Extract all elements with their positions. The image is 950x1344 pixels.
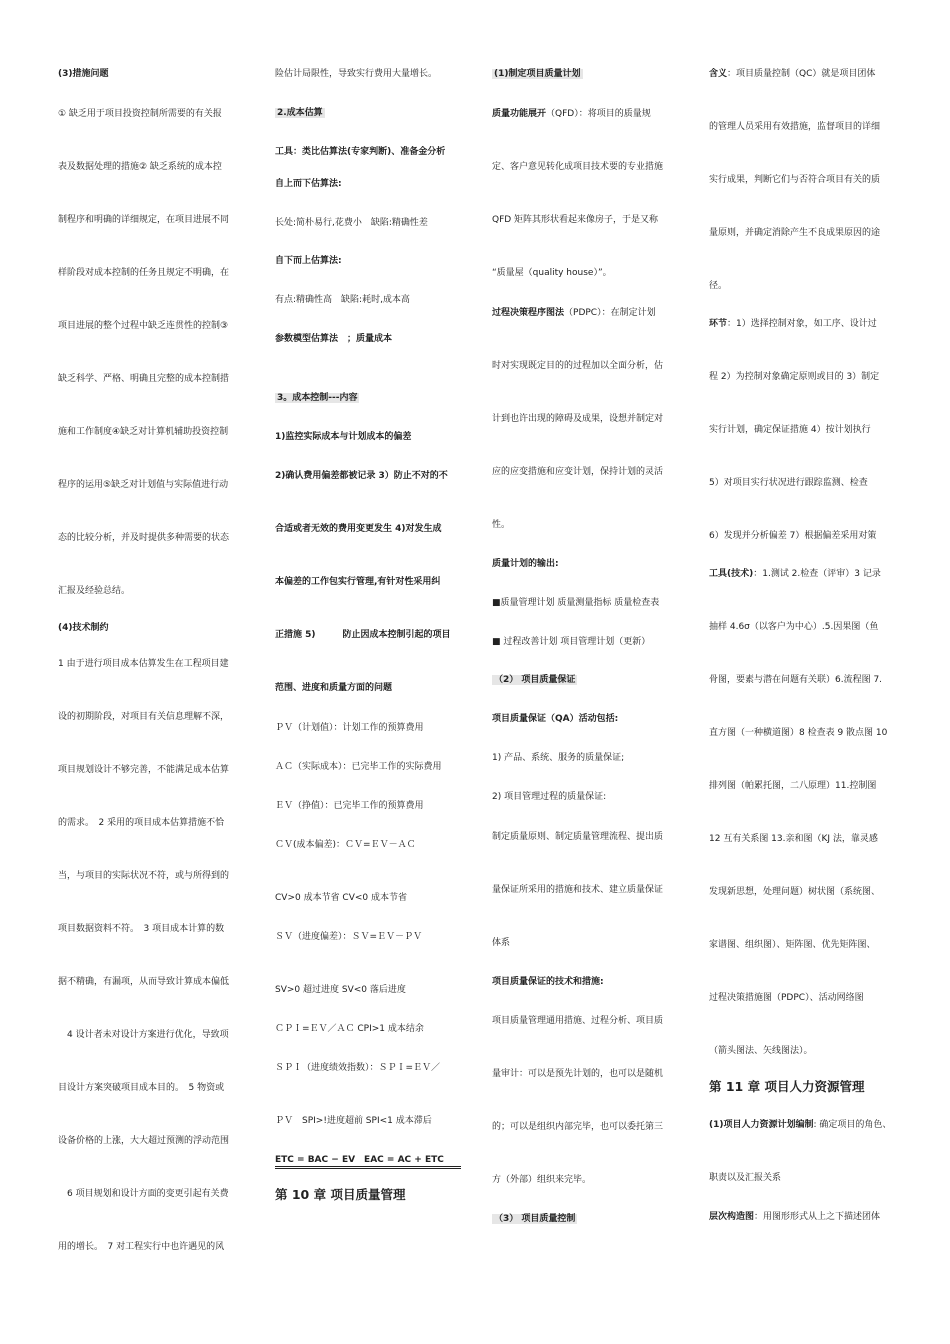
text-line: 险估计局限性，导致实行费用大量增长。 bbox=[275, 69, 438, 79]
text-line: 排列图（帕累托图，二八原理）11.控制图 bbox=[709, 781, 877, 791]
text-line: “质量屋（quality house）”。 bbox=[492, 268, 612, 278]
term-label: 工具(技术) bbox=[709, 569, 754, 579]
text-line: 程序的运用⑤缺乏对计划值与实际值进行动 bbox=[58, 480, 229, 490]
text-line bbox=[492, 108, 678, 120]
term-label: 过程决策程序图法 bbox=[492, 308, 565, 318]
text-line: ① 缺乏用于项目投资控制所需要的有关报 bbox=[58, 109, 222, 119]
bold-line: 正措施 5) 防止因成本控制引起的项目 bbox=[275, 630, 451, 640]
text-line: 制定质量原则、制定质量管理流程、提出质 bbox=[492, 832, 664, 842]
text-line: 用的增长。 7 对工程实行中也许遇见的风 bbox=[58, 1242, 225, 1252]
bold-line: ETC = BAC − EV EAC = AC + ETC bbox=[275, 1154, 461, 1169]
text-line: （箭头图法、矢线图法）。 bbox=[709, 1046, 813, 1056]
bold-line: 本偏差的工作包实行管理,有针对性采用纠 bbox=[275, 577, 441, 587]
chapter-title: 第 10 章 项目质量管理 bbox=[275, 1187, 406, 1202]
column-1 bbox=[58, 68, 244, 1253]
text-line: 骨图，要素与潜在问题有关联）6.流程图 7. bbox=[709, 675, 883, 685]
chapter-title: 第 11 章 项目人力资源管理 bbox=[709, 1079, 865, 1094]
bold-line: 2)确认费用偏差都被记录 3）防止不对的不 bbox=[275, 471, 448, 481]
text-line bbox=[709, 318, 895, 330]
section-heading-text: 2.成本估算 bbox=[277, 108, 323, 118]
text-line bbox=[709, 568, 895, 580]
term-definition: ：1）选择控制对象，如工序、设计过 bbox=[727, 319, 877, 329]
text-line: 制程序和明确的详细规定，在项目进展不同 bbox=[58, 215, 230, 225]
column-4 bbox=[709, 68, 895, 1223]
text-line: 项目数据资料不符。 3 项目成本计算的数 bbox=[58, 924, 225, 934]
bold-line: 质量计划的输出: bbox=[492, 559, 559, 569]
text-line: 项目进展的整个过程中缺乏连贯性的控制③ bbox=[58, 321, 229, 331]
text-line: 量保证所采用的措施和技术、建立质量保证 bbox=[492, 885, 664, 895]
text-line: 计到也许出现的障碍及成果，设想并制定对 bbox=[492, 414, 664, 424]
text-line: 过程决策措施图（PDPC）、活动网络图 bbox=[709, 993, 864, 1003]
text-line: ■质量管理计划 质量测量指标 质量检查表 bbox=[492, 598, 660, 608]
text-line: 发现新思想，处理问题）树状图（系统图、 bbox=[709, 887, 881, 897]
bold-line: 范围、进度和质量方面的问题 bbox=[275, 683, 393, 693]
term-label: 环节 bbox=[709, 319, 728, 329]
text-line: 12 互有关系图 13.亲和图（KJ 法，靠灵感 bbox=[709, 834, 878, 844]
text-line: 有点:精确性高 缺陷:耗时,成本高 bbox=[275, 295, 410, 305]
section-heading bbox=[275, 107, 461, 119]
term-definition: ：项目质量控制（QC）就是项目团体 bbox=[727, 69, 876, 79]
section-heading-text: （2） 项目质量保证 bbox=[494, 675, 576, 685]
section-heading bbox=[492, 674, 678, 686]
text-line: 量审计：可以是预先计划的，也可以是随机 bbox=[492, 1069, 664, 1079]
section-heading bbox=[492, 68, 678, 80]
text-line: 定、客户意见转化成项目技术要的专业措施 bbox=[492, 162, 664, 172]
term-definition: （QFD）：将项目的质量规 bbox=[546, 109, 651, 119]
bold-line: 工具：类比估算法(专家判断)、准备金分析 bbox=[275, 147, 446, 157]
text-line: 职责以及汇报关系 bbox=[709, 1173, 782, 1183]
text-line: 施和工作制度④缺乏对计算机辅助投资控制 bbox=[58, 427, 229, 437]
term-label: 含义 bbox=[709, 69, 728, 79]
bold-line: 自上而下估算法: bbox=[275, 179, 342, 189]
text-line: 态的比较分析，并及时提供多种需要的状态 bbox=[58, 533, 230, 543]
text-line: 体系 bbox=[492, 938, 511, 948]
term-definition: ：用图形形式从上之下描述团体 bbox=[754, 1212, 881, 1222]
bold-line: 1)监控实际成本与计划成本的偏差 bbox=[275, 432, 412, 442]
section-heading bbox=[275, 392, 461, 404]
text-line: ＡＣ（实际成本）：已完毕工作的实际费用 bbox=[275, 762, 442, 772]
text-line: 缺乏科学、严格、明确且完整的成本控制措 bbox=[58, 374, 230, 384]
text-line: 应的应变措施和应变计划，保持计划的灵活 bbox=[492, 467, 664, 477]
text-line: 设的初期阶段，对项目有关信息理解不深， bbox=[58, 712, 230, 722]
text-line: 实行计划，确定保证措施 4）按计划执行 bbox=[709, 425, 871, 435]
text-line: 的；可以是组织内部完毕，也可以委托第三 bbox=[492, 1122, 664, 1132]
text-line: 据不精确，有漏项，从而导致计算成本偏低 bbox=[58, 977, 230, 987]
text-line: SV>0 超过进度 SV<0 落后进度 bbox=[275, 985, 406, 995]
text-line: 4 设计者未对设计方案进行优化，导致项 bbox=[58, 1030, 229, 1040]
bold-line: 自下而上估算法: bbox=[275, 256, 342, 266]
section-heading bbox=[492, 1213, 678, 1225]
text-line: 项目规划设计不够完善，不能满足成本估算 bbox=[58, 765, 230, 775]
bold-line: (4)技术制约 bbox=[58, 623, 109, 633]
term-definition: : 确定项目的角色、 bbox=[813, 1120, 892, 1130]
text-line: 汇报及经验总结。 bbox=[58, 586, 131, 596]
text-line: 长处:简朴易行,花费小 缺陷:精确性差 bbox=[275, 218, 428, 228]
text-line: 抽样 4.6σ（以客户为中心）.5.因果图（鱼 bbox=[709, 622, 879, 632]
text-line: 5）对项目实行状况进行跟踪监测、检查 bbox=[709, 478, 868, 488]
section-heading-text: (1)制定项目质量计划 bbox=[494, 69, 581, 79]
text-line: ＰＶ（计划值）：计划工作的预算费用 bbox=[275, 723, 424, 733]
term-definition: （PDPC）：在制定计划 bbox=[564, 308, 656, 318]
text-line: ＣＰＩ=ＥＶ／ＡＣ CPI>1 成本结余 bbox=[275, 1024, 424, 1034]
term-label: 质量功能展开 bbox=[492, 109, 547, 119]
text-line bbox=[709, 68, 895, 80]
text-line: 的需求。 2 采用的项目成本估算措施不恰 bbox=[58, 818, 225, 828]
text-line: ＳＶ（进度偏差）：ＳＶ=ＥＶ－ＰＶ bbox=[275, 932, 423, 942]
text-line: 径。 bbox=[709, 281, 728, 291]
text-line: 6 项目规划和设计方面的变更引起有关费 bbox=[58, 1189, 229, 1199]
term-label: 层次构造图 bbox=[709, 1212, 755, 1222]
section-heading-text: 3。成本控制---内容 bbox=[277, 393, 358, 403]
text-line: 方（外部）组织来完毕。 bbox=[492, 1175, 592, 1185]
text-line: 直方图（一种横道图）8 检查表 9 散点图 10 bbox=[709, 728, 888, 738]
term-definition: ：1.测试 2.检查（评审）3 记录 bbox=[753, 569, 881, 579]
text-line bbox=[709, 1119, 895, 1131]
text-line: 6）发现并分析偏差 7）根据偏差采用对策 bbox=[709, 531, 877, 541]
text-line: 当，与项目的实际状况不符，或与所得到的 bbox=[58, 871, 230, 881]
section-heading-text: （3） 项目质量控制 bbox=[494, 1214, 576, 1224]
column-3 bbox=[492, 68, 678, 1225]
text-line: 的管理人员采用有效措施，监督项目的详细 bbox=[709, 122, 881, 132]
text-line: ＥＶ（挣值）：已完毕工作的预算费用 bbox=[275, 801, 424, 811]
text-line: ■ 过程改善计划 项目管理计划（更新） bbox=[492, 637, 651, 647]
text-line: ＣＶ(成本偏差)：ＣＶ=ＥＶ－ＡＣ bbox=[275, 840, 416, 850]
text-line: 设备价格的上涨，大大超过预测的浮动范围 bbox=[58, 1136, 230, 1146]
term-label: (1)项目人力资源计划编制 bbox=[709, 1120, 814, 1130]
text-line: 家谱图、组织图）、矩阵图、优先矩阵图、 bbox=[709, 940, 876, 950]
text-line: 1 由于进行项目成本估算发生在工程项目建 bbox=[58, 659, 229, 669]
text-line: 样阶段对成本控制的任务且规定不明确，在 bbox=[58, 268, 230, 278]
text-line bbox=[709, 1211, 895, 1223]
text-line: 程 2）为控制对象确定原则或目的 3）制定 bbox=[709, 372, 880, 382]
text-line: 1) 产品、系统、服务的质量保证; bbox=[492, 753, 625, 763]
text-line bbox=[492, 307, 678, 319]
bold-line: 参数模型估算法 ；质量成本 bbox=[275, 334, 393, 344]
bold-line: 合适或者无效的费用变更发生 4)对发生成 bbox=[275, 524, 442, 534]
text-line: 2) 项目管理过程的质量保证: bbox=[492, 792, 607, 802]
text-line: 性。 bbox=[492, 520, 511, 530]
text-line: QFD 矩阵其形状看起来像房子，于是又称 bbox=[492, 215, 659, 225]
bold-line: 项目质量保证的技术和措施: bbox=[492, 977, 604, 987]
bold-line: 项目质量保证（QA）活动包括: bbox=[492, 714, 619, 724]
text-line: 时对实现既定目的的过程加以全面分析，估 bbox=[492, 361, 664, 371]
text-line: 目设计方案突破项目成本目的。 5 物资或 bbox=[58, 1083, 225, 1093]
text-line: ＳＰＩ（进度绩效指数）：ＳＰＩ=ＥＶ／ bbox=[275, 1063, 441, 1073]
text-line: 量原则，并确定消除产生不良成果原因的途 bbox=[709, 228, 881, 238]
text-line: 项目质量管理通用措施、过程分析、项目质 bbox=[492, 1016, 664, 1026]
text-line: CV>0 成本节省 CV<0 成本节省 bbox=[275, 893, 407, 903]
bold-line: (3)措施问题 bbox=[58, 69, 109, 79]
text-line: 表及数据处理的措施② 缺乏系统的成本控 bbox=[58, 162, 222, 172]
text-line: 实行成果，判断它们与否符合项目有关的质 bbox=[709, 175, 881, 185]
column-2 bbox=[275, 68, 461, 1203]
text-line: ＰＶ SPI>!进度超前 SPI<1 成本滞后 bbox=[275, 1116, 432, 1126]
